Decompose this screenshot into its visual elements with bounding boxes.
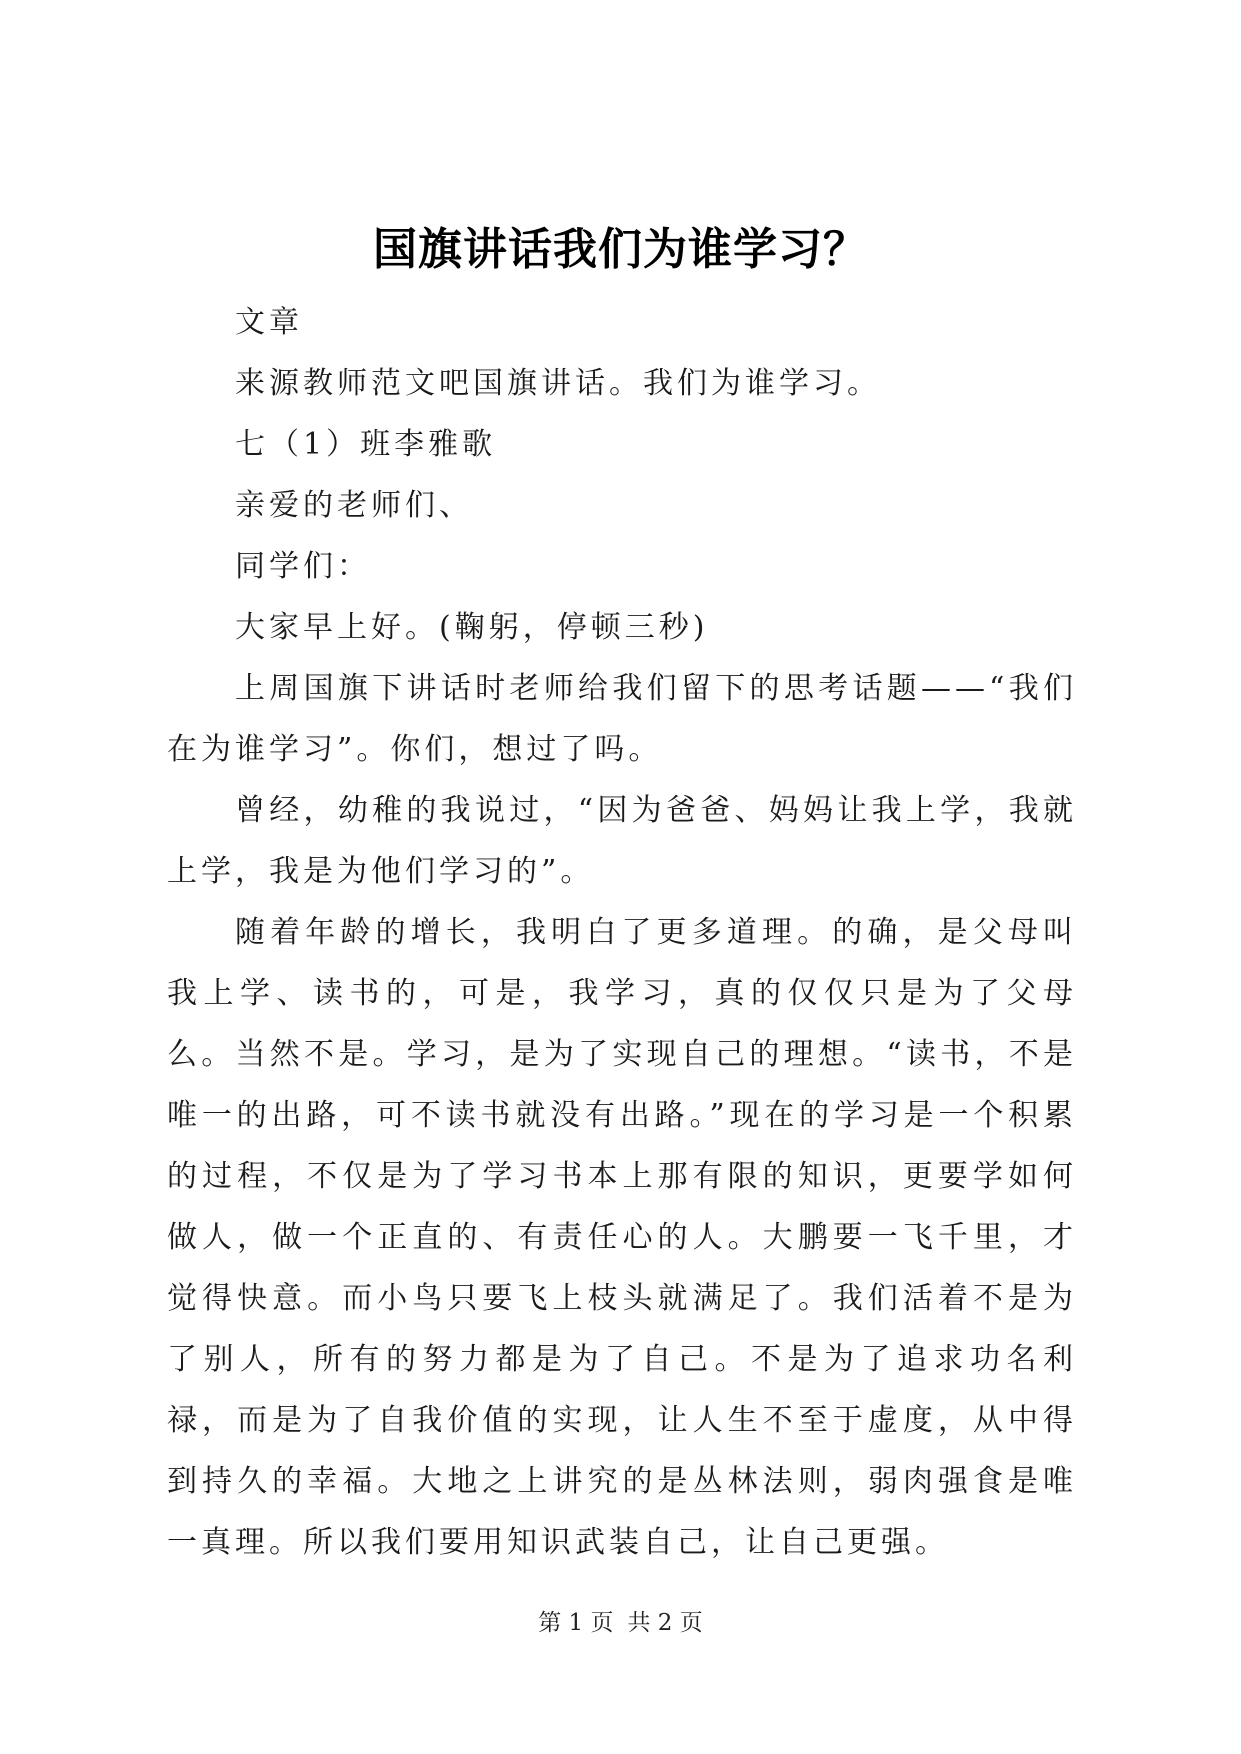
paragraph-topic: 上周国旗下讲话时老师给我们留下的思考话题——“我们在为谁学习”。你们，想过了吗。: [167, 671, 1077, 767]
paragraph-source: 来源教师范文吧国旗讲话。我们为谁学习。: [235, 366, 881, 401]
page-number-current: 第 1 页: [538, 1610, 614, 1636]
paragraph-article-label: 文章: [235, 305, 303, 340]
paragraph-past-view: 曾经，幼稚的我说过，“因为爸爸、妈妈让我上学，我就上学，我是为他们学习的”。: [167, 793, 1077, 889]
paragraph-author: 七（1）班李雅歌: [235, 427, 497, 462]
document-title: 国旗讲话我们为谁学习？: [373, 224, 868, 275]
page-footer: [0, 1608, 1241, 1638]
document-body: [167, 292, 1077, 1573]
paragraph-salutation-students: 同学们：: [235, 549, 371, 584]
paragraph-main-argument: 随着年龄的增长，我明白了更多道理。的确，是父母叫我上学、读书的，可是，我学习，真的仅仅只是为了父母么。当然不是。学习，是为了实现自己的理想。“读书，不是唯一的出路，可不读书就没有出路。”现在的学习是一个积累的过程，不仅是为了学习书本上那有限的知识，更要学如何做人，做一个正直的、有责任心的人。大鹏要一飞千里，才觉得快意。而小鸟只要飞上枝头就满足了。我们活着不是为了别人，所有的努力都是为了自己。不是为了追求功名利禄，而是为了自我价值的实现，让人生不至于虚度，从中得到持久的幸福。大地之上讲究的是丛林法则，弱肉强食是唯一真理。所以我们要用知识武装自己，让自己更强。: [167, 915, 1077, 1560]
page-number-total: 共 2 页: [627, 1610, 703, 1636]
paragraph-salutation-teachers: 亲爱的老师们、: [235, 488, 473, 523]
paragraph-greeting: 大家早上好。(鞠躬，停顿三秒): [235, 610, 709, 645]
